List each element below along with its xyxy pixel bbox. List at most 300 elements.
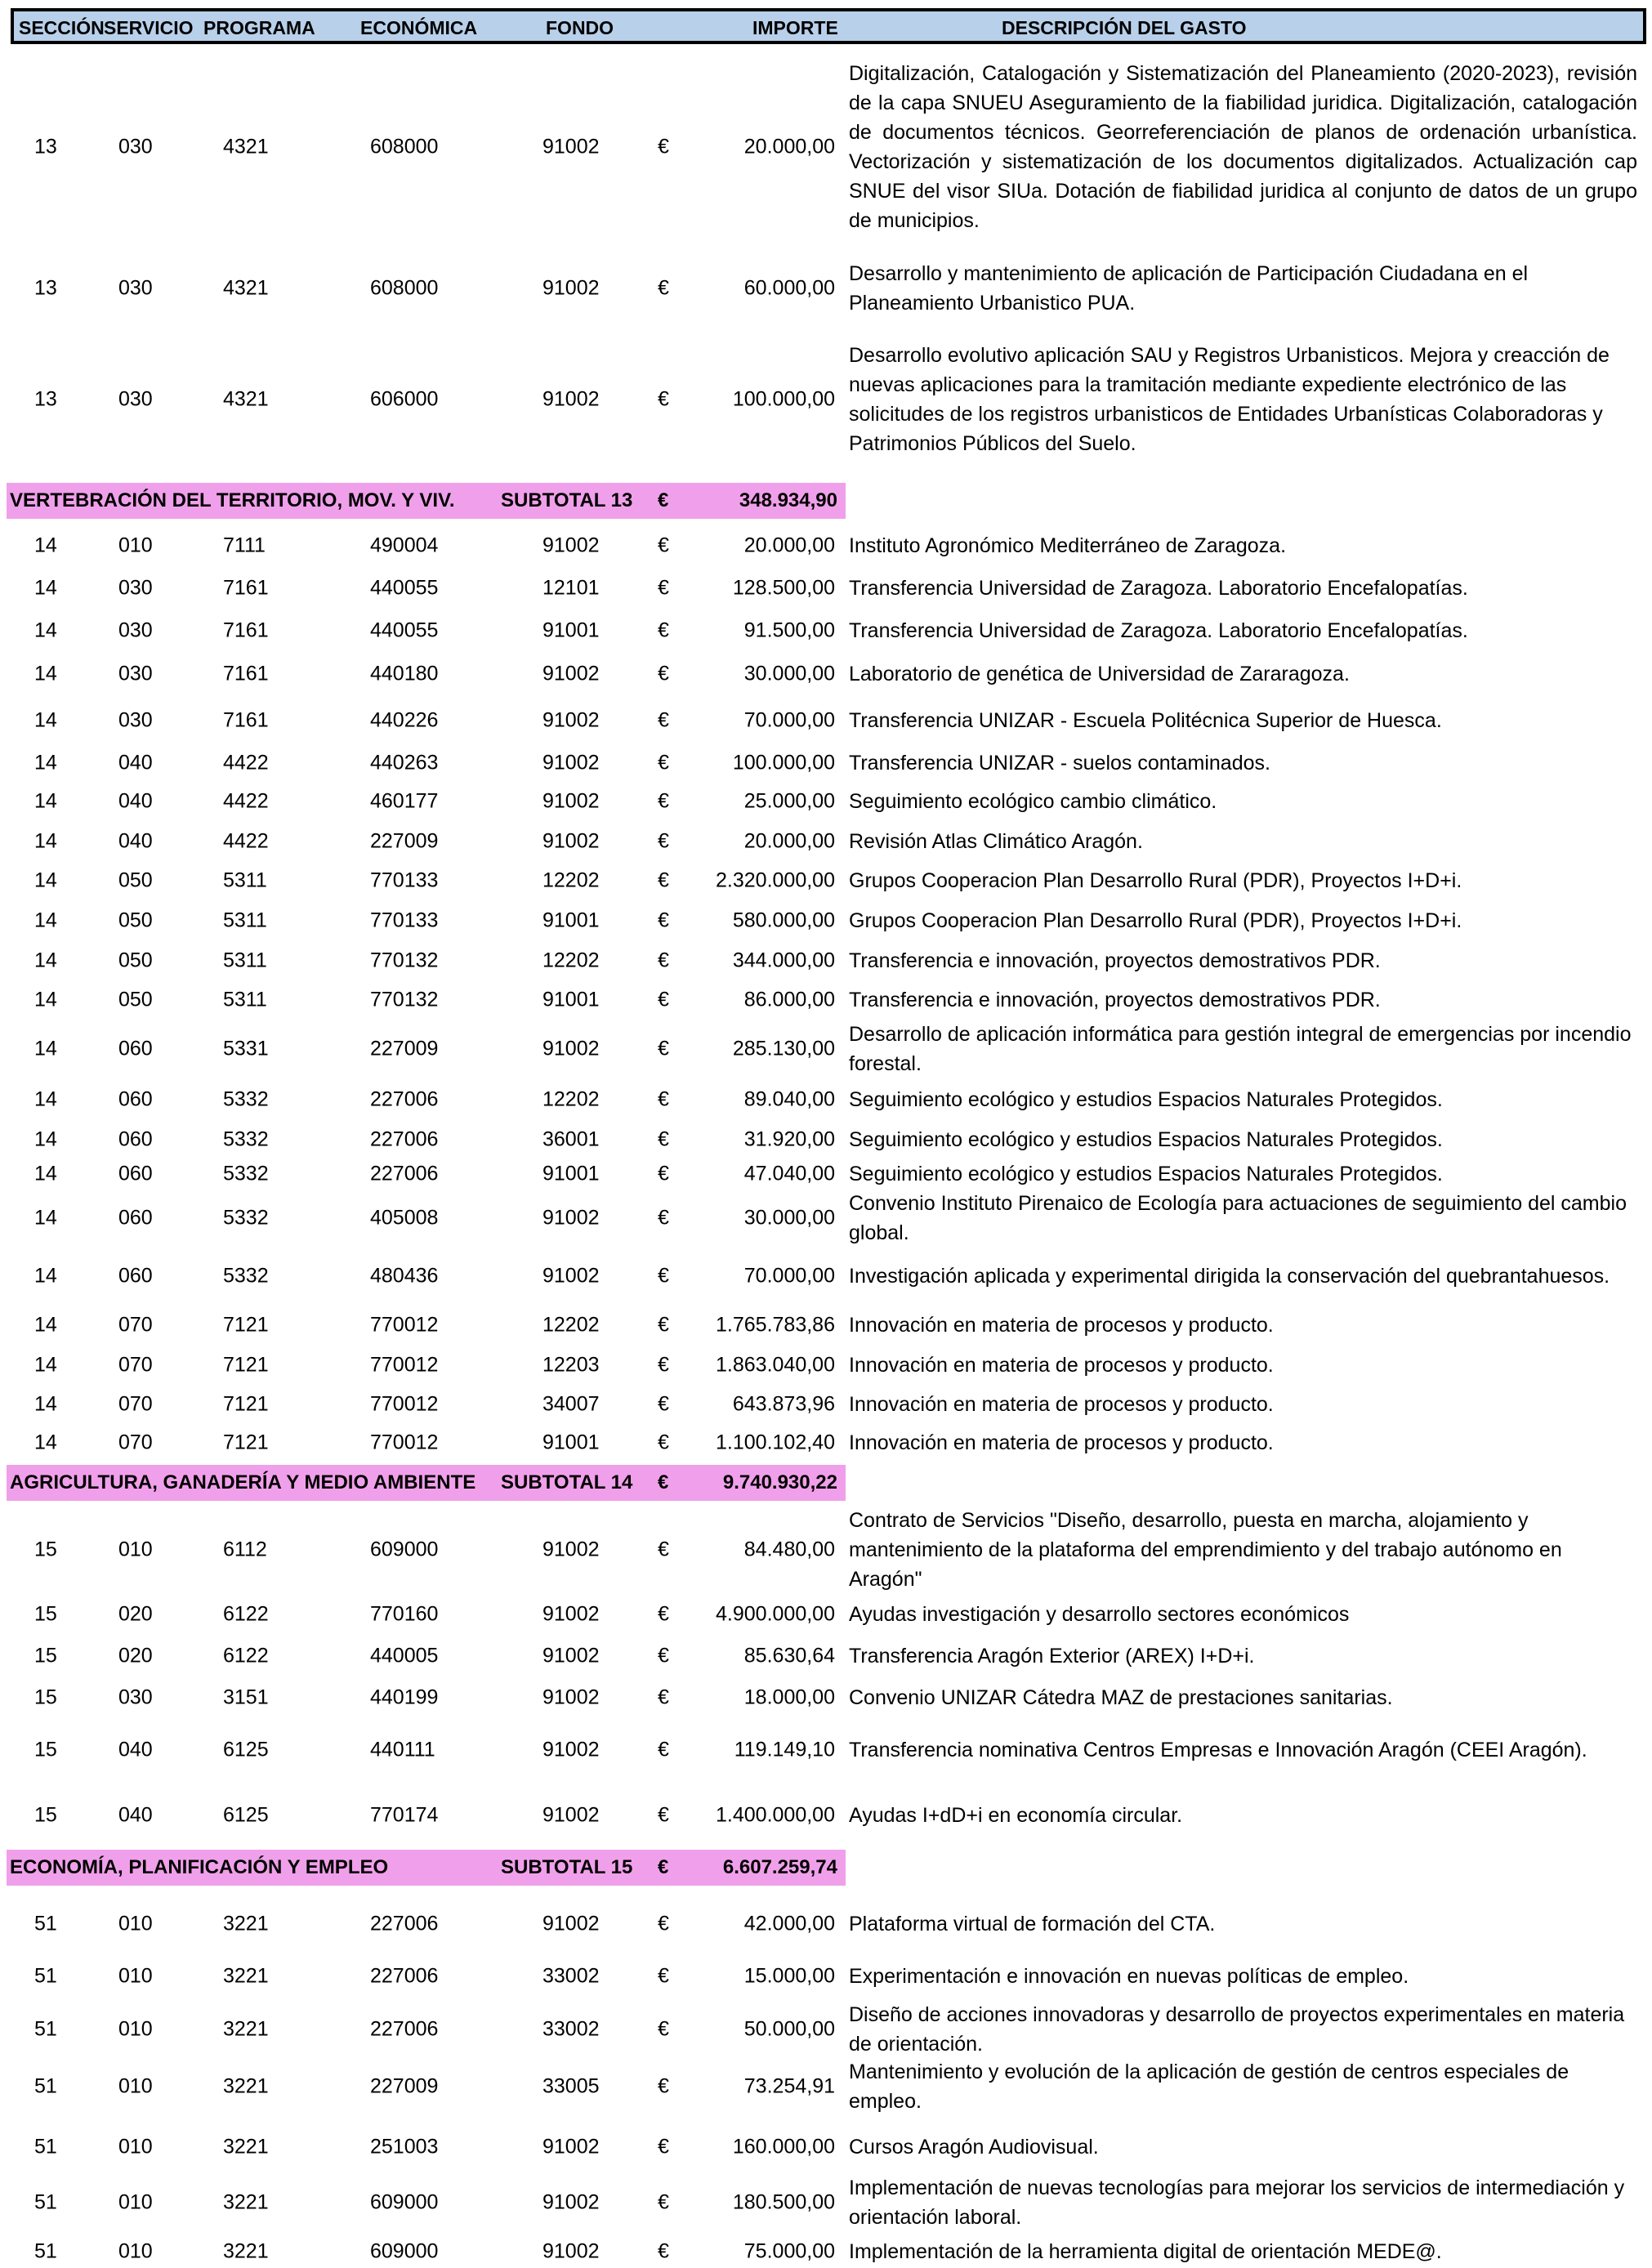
- cell-economica: 251003: [370, 2135, 439, 2159]
- cell-seccion: 14: [34, 708, 57, 732]
- cell-economica: 609000: [370, 1538, 439, 1561]
- cell-seccion: 14: [34, 988, 57, 1011]
- cell-seccion: 14: [34, 1353, 57, 1377]
- cell-seccion: 15: [34, 1685, 57, 1709]
- cell-programa: 5311: [223, 988, 267, 1011]
- header-seccion: SECCIÓN: [19, 17, 105, 38]
- cell-economica: 227006: [370, 1912, 439, 1935]
- cell-fondo: 91002: [542, 1602, 600, 1626]
- cell-importe: 20.000,00: [743, 534, 835, 557]
- cell-seccion: 14: [34, 662, 57, 685]
- cell-programa: 7161: [223, 576, 269, 600]
- cell-programa: 5332: [223, 1206, 269, 1230]
- cell-economica: 608000: [370, 276, 439, 300]
- cell-descripcion: Revisión Atlas Climático Aragón.: [849, 830, 1143, 853]
- cell-programa: 7111: [223, 534, 266, 557]
- cell-economica: 227009: [370, 1037, 439, 1060]
- cell-servicio: 070: [118, 1353, 153, 1377]
- cell-economica: 770012: [370, 1431, 439, 1454]
- cell-importe: 84.480,00: [743, 1538, 835, 1561]
- cell-economica: 460177: [370, 789, 439, 813]
- currency-symbol: €: [658, 1738, 669, 1761]
- cell-seccion: 14: [34, 1037, 57, 1060]
- currency-symbol: €: [658, 2239, 669, 2263]
- cell-fondo: 91002: [542, 1206, 600, 1230]
- cell-fondo: 33002: [542, 2017, 600, 2041]
- cell-seccion: 14: [34, 868, 57, 892]
- cell-importe: 344.000,00: [732, 949, 835, 972]
- cell-importe: 25.000,00: [743, 789, 835, 813]
- cell-descripcion: Grupos Cooperacion Plan Desarrollo Rural (PDR), Proyectos I+D+i.: [849, 869, 1462, 892]
- cell-economica: 227006: [370, 1127, 439, 1151]
- cell-servicio: 020: [118, 1644, 153, 1668]
- cell-economica: 609000: [370, 2190, 439, 2214]
- cell-fondo: 91001: [542, 1431, 600, 1454]
- cell-importe: 1.100.102,40: [716, 1431, 835, 1454]
- cell-importe: 86.000,00: [743, 988, 835, 1011]
- cell-programa: 7161: [223, 618, 269, 642]
- cell-descripcion: Seguimiento ecológico cambio climático.: [849, 790, 1217, 813]
- cell-programa: 3221: [223, 1912, 269, 1935]
- cell-fondo: 91002: [542, 751, 600, 775]
- cell-importe: 85.630,64: [743, 1644, 835, 1668]
- table-header: [11, 8, 1646, 44]
- cell-importe: 2.320.000,00: [716, 868, 835, 892]
- cell-economica: 440180: [370, 662, 439, 685]
- currency-symbol: €: [658, 1087, 669, 1111]
- cell-descripcion: Mantenimiento y evolución de la aplicación de gestión de centros especiales de empleo.: [849, 2060, 1569, 2113]
- cell-descripcion: Transferencia UNIZAR - Escuela Politécnica Superior de Huesca.: [849, 709, 1442, 732]
- cell-descripcion: Desarrollo evolutivo aplicación SAU y Registros Urbanisticos. Mejora y creacción de nuevas aplicaciones para la tramitación mediante expediente electrónico de las solicitudes de los registros urbanisticos de Entidades Urbanísticas Colaboradoras y Patrimonios Públicos del Suelo.: [849, 344, 1610, 455]
- currency-symbol: €: [658, 1964, 669, 1988]
- cell-fondo: 12202: [542, 949, 600, 972]
- cell-servicio: 070: [118, 1392, 153, 1416]
- cell-descripcion: Ayudas I+dD+i en economía circular.: [849, 1804, 1183, 1827]
- cell-programa: 5332: [223, 1162, 269, 1185]
- subtotal-row: [7, 483, 846, 519]
- currency-symbol: €: [658, 1803, 669, 1827]
- cell-economica: 770133: [370, 909, 439, 932]
- subtotal-section-name: VERTEBRACIÓN DEL TERRITORIO, MOV. Y VIV.: [10, 489, 455, 511]
- cell-seccion: 14: [34, 1264, 57, 1288]
- cell-programa: 3151: [223, 1685, 269, 1709]
- subtotal-section-name: ECONOMÍA, PLANIFICACIÓN Y EMPLEO: [10, 1856, 389, 1878]
- cell-servicio: 040: [118, 829, 153, 853]
- cell-servicio: 070: [118, 1313, 153, 1337]
- currency-symbol: €: [658, 751, 669, 775]
- currency-symbol: €: [658, 2074, 669, 2098]
- cell-programa: 7121: [223, 1431, 269, 1454]
- cell-economica: 440263: [370, 751, 439, 775]
- subtotal-amount: 348.934,90: [739, 489, 837, 511]
- cell-servicio: 030: [118, 276, 153, 300]
- currency-symbol: €: [658, 909, 669, 932]
- cell-descripcion: Ayudas investigación y desarrollo sectores económicos: [849, 1603, 1350, 1626]
- cell-importe: 18.000,00: [743, 1685, 835, 1709]
- subtotal-row: [7, 1465, 846, 1501]
- cell-servicio: 010: [118, 2239, 153, 2263]
- cell-programa: 5332: [223, 1264, 269, 1288]
- cell-seccion: 15: [34, 1538, 57, 1561]
- cell-servicio: 010: [118, 1912, 153, 1935]
- cell-economica: 770160: [370, 1602, 439, 1626]
- currency-symbol: €: [658, 1392, 669, 1416]
- cell-seccion: 14: [34, 618, 57, 642]
- currency-symbol: €: [658, 662, 669, 685]
- currency-symbol: €: [658, 949, 669, 972]
- cell-servicio: 030: [118, 135, 153, 158]
- cell-servicio: 050: [118, 909, 153, 932]
- currency-symbol: €: [658, 1471, 669, 1493]
- cell-programa: 4321: [223, 135, 269, 158]
- cell-importe: 1.863.040,00: [716, 1353, 835, 1377]
- cell-servicio: 010: [118, 1538, 153, 1561]
- cell-economica: 770012: [370, 1313, 439, 1337]
- cell-importe: 31.920,00: [743, 1127, 835, 1151]
- cell-servicio: 020: [118, 1602, 153, 1626]
- cell-seccion: 14: [34, 534, 57, 557]
- header-programa: PROGRAMA: [203, 17, 315, 38]
- subtotal-label: SUBTOTAL 15: [501, 1856, 633, 1878]
- cell-importe: 160.000,00: [732, 2135, 835, 2159]
- cell-programa: 6112: [223, 1538, 267, 1561]
- cell-servicio: 070: [118, 1431, 153, 1454]
- cell-programa: 5311: [223, 909, 267, 932]
- currency-symbol: €: [658, 1538, 669, 1561]
- cell-economica: 770132: [370, 988, 439, 1011]
- cell-importe: 50.000,00: [743, 2017, 835, 2041]
- currency-symbol: €: [658, 1037, 669, 1060]
- cell-programa: 4321: [223, 276, 269, 300]
- cell-importe: 180.500,00: [732, 2190, 835, 2214]
- cell-importe: 89.040,00: [743, 1087, 835, 1111]
- cell-economica: 440005: [370, 1644, 439, 1668]
- cell-fondo: 91002: [542, 708, 600, 732]
- cell-economica: 770174: [370, 1803, 439, 1827]
- currency-symbol: €: [658, 135, 669, 158]
- cell-programa: 7121: [223, 1392, 269, 1416]
- cell-importe: 15.000,00: [743, 1964, 835, 1988]
- subtotal-amount: 9.740.930,22: [722, 1471, 837, 1493]
- cell-seccion: 51: [34, 2017, 57, 2041]
- cell-importe: 91.500,00: [743, 618, 835, 642]
- cell-descripcion: Implementación de nuevas tecnologías para mejorar los servicios de intermediación y orientación laboral.: [849, 2176, 1625, 2229]
- cell-importe: 47.040,00: [743, 1162, 835, 1185]
- cell-servicio: 030: [118, 387, 153, 411]
- cell-fondo: 91002: [542, 1685, 600, 1709]
- cell-economica: 440111: [370, 1738, 435, 1761]
- cell-fondo: 33002: [542, 1964, 600, 1988]
- cell-economica: 227006: [370, 2017, 439, 2041]
- cell-descripcion: Transferencia e innovación, proyectos demostrativos PDR.: [849, 989, 1381, 1011]
- cell-seccion: 15: [34, 1602, 57, 1626]
- cell-importe: 128.500,00: [732, 576, 835, 600]
- cell-fondo: 12203: [542, 1353, 600, 1377]
- cell-economica: 770133: [370, 868, 439, 892]
- cell-programa: 7161: [223, 662, 269, 685]
- cell-servicio: 030: [118, 576, 153, 600]
- cell-economica: 227009: [370, 2074, 439, 2098]
- currency-symbol: €: [658, 1264, 669, 1288]
- cell-programa: 4321: [223, 387, 269, 411]
- subtotal-section-name: AGRICULTURA, GANADERÍA Y MEDIO AMBIENTE: [10, 1471, 476, 1493]
- cell-programa: 5332: [223, 1087, 269, 1111]
- currency-symbol: €: [658, 988, 669, 1011]
- cell-programa: 5311: [223, 949, 267, 972]
- cell-economica: 440199: [370, 1685, 439, 1709]
- cell-servicio: 030: [118, 1685, 153, 1709]
- cell-programa: 7161: [223, 708, 269, 732]
- currency-symbol: €: [658, 868, 669, 892]
- cell-economica: 770012: [370, 1392, 439, 1416]
- currency-symbol: €: [658, 534, 669, 557]
- cell-seccion: 51: [34, 2190, 57, 2214]
- cell-fondo: 91002: [542, 1912, 600, 1935]
- subtotal-label: SUBTOTAL 13: [501, 489, 633, 511]
- cell-importe: 70.000,00: [743, 1264, 835, 1288]
- cell-descripcion: Transferencia UNIZAR - suelos contaminados.: [849, 752, 1270, 775]
- cell-importe: 73.254,91: [743, 2074, 835, 2098]
- cell-programa: 3221: [223, 2135, 269, 2159]
- cell-servicio: 060: [118, 1264, 153, 1288]
- cell-seccion: 14: [34, 789, 57, 813]
- cell-descripcion: Innovación en materia de procesos y producto.: [849, 1354, 1274, 1377]
- cell-importe: 580.000,00: [732, 909, 835, 932]
- cell-programa: 3221: [223, 2239, 269, 2263]
- cell-fondo: 91002: [542, 1644, 600, 1668]
- cell-fondo: 91002: [542, 662, 600, 685]
- cell-descripcion: Grupos Cooperacion Plan Desarrollo Rural (PDR), Proyectos I+D+i.: [849, 909, 1462, 932]
- cell-programa: 5332: [223, 1127, 269, 1151]
- cell-importe: 60.000,00: [743, 276, 835, 300]
- cell-descripcion: Seguimiento ecológico y estudios Espacios Naturales Protegidos.: [849, 1128, 1443, 1151]
- currency-symbol: €: [658, 1912, 669, 1935]
- cell-programa: 5331: [223, 1037, 269, 1060]
- cell-fondo: 91002: [542, 2190, 600, 2214]
- cell-importe: 4.900.000,00: [716, 1602, 835, 1626]
- cell-economica: 608000: [370, 135, 439, 158]
- cell-descripcion: Experimentación e innovación en nuevas políticas de empleo.: [849, 1965, 1409, 1988]
- cell-descripcion: Convenio UNIZAR Cátedra MAZ de prestaciones sanitarias.: [849, 1686, 1393, 1709]
- currency-symbol: €: [658, 708, 669, 732]
- currency-symbol: €: [658, 387, 669, 411]
- cell-servicio: 010: [118, 2017, 153, 2041]
- cell-importe: 1.765.783,86: [716, 1313, 835, 1337]
- cell-economica: 405008: [370, 1206, 439, 1230]
- cell-fondo: 34007: [542, 1392, 600, 1416]
- cell-seccion: 15: [34, 1644, 57, 1668]
- cell-seccion: 14: [34, 1162, 57, 1185]
- cell-seccion: 13: [34, 387, 57, 411]
- currency-symbol: €: [658, 2190, 669, 2214]
- cell-importe: 643.873,96: [732, 1392, 835, 1416]
- cell-servicio: 040: [118, 1738, 153, 1761]
- cell-programa: 4422: [223, 751, 269, 775]
- currency-symbol: €: [658, 2017, 669, 2041]
- cell-fondo: 91002: [542, 1538, 600, 1561]
- cell-economica: 606000: [370, 387, 439, 411]
- cell-servicio: 010: [118, 2074, 153, 2098]
- cell-seccion: 15: [34, 1803, 57, 1827]
- currency-symbol: €: [658, 1162, 669, 1185]
- cell-fondo: 91002: [542, 135, 600, 158]
- cell-descripcion: Seguimiento ecológico y estudios Espacios Naturales Protegidos.: [849, 1163, 1443, 1185]
- cell-descripcion: Desarrollo y mantenimiento de aplicación de Participación Ciudadana en el Planeamiento Urbanistico PUA.: [849, 262, 1529, 315]
- cell-seccion: 15: [34, 1738, 57, 1761]
- cell-programa: 4422: [223, 789, 269, 813]
- cell-importe: 1.400.000,00: [716, 1803, 835, 1827]
- cell-descripcion: Contrato de Servicios "Diseño, desarrollo, puesta en marcha, alojamiento y mantenimiento de la plataforma del emprendimiento y del trabajo autónomo en Aragón": [849, 1509, 1562, 1591]
- cell-economica: 770012: [370, 1353, 439, 1377]
- cell-economica: 440055: [370, 576, 439, 600]
- cell-economica: 480436: [370, 1264, 439, 1288]
- cell-descripcion: Seguimiento ecológico y estudios Espacios Naturales Protegidos.: [849, 1088, 1443, 1111]
- cell-economica: 770132: [370, 949, 439, 972]
- cell-fondo: 91002: [542, 1037, 600, 1060]
- cell-seccion: 14: [34, 829, 57, 853]
- cell-fondo: 91001: [542, 618, 600, 642]
- cell-servicio: 050: [118, 868, 153, 892]
- subtotal-label: SUBTOTAL 14: [501, 1471, 633, 1493]
- cell-servicio: 030: [118, 618, 153, 642]
- currency-symbol: €: [658, 489, 669, 511]
- cell-fondo: 12101: [542, 576, 600, 600]
- cell-importe: 70.000,00: [743, 708, 835, 732]
- cell-seccion: 14: [34, 1127, 57, 1151]
- cell-descripcion: Cursos Aragón Audiovisual.: [849, 2136, 1099, 2159]
- cell-programa: 3221: [223, 1964, 269, 1988]
- cell-fondo: 12202: [542, 1313, 600, 1337]
- cell-servicio: 030: [118, 708, 153, 732]
- currency-symbol: €: [658, 276, 669, 300]
- cell-importe: 20.000,00: [743, 829, 835, 853]
- cell-economica: 227006: [370, 1964, 439, 1988]
- cell-descripcion: Laboratorio de genética de Universidad de Zararagoza.: [849, 663, 1350, 685]
- cell-importe: 119.149,10: [734, 1738, 835, 1761]
- cell-descripcion: Innovación en materia de procesos y producto.: [849, 1393, 1274, 1416]
- currency-symbol: €: [658, 618, 669, 642]
- cell-fondo: 91002: [542, 1738, 600, 1761]
- cell-seccion: 13: [34, 135, 57, 158]
- cell-programa: 5311: [223, 868, 267, 892]
- header-fondo: FONDO: [546, 17, 614, 38]
- cell-fondo: 91002: [542, 2135, 600, 2159]
- cell-seccion: 14: [34, 751, 57, 775]
- cell-economica: 440226: [370, 708, 439, 732]
- subtotal-amount: 6.607.259,74: [722, 1856, 837, 1878]
- cell-importe: 42.000,00: [743, 1912, 835, 1935]
- currency-symbol: €: [658, 2135, 669, 2159]
- cell-importe: 30.000,00: [743, 1206, 835, 1230]
- cell-servicio: 040: [118, 789, 153, 813]
- cell-seccion: 51: [34, 2074, 57, 2098]
- cell-fondo: 33005: [542, 2074, 600, 2098]
- cell-descripcion: Transferencia Universidad de Zaragoza. Laboratorio Encefalopatías.: [849, 619, 1468, 642]
- cell-servicio: 060: [118, 1037, 153, 1060]
- cell-servicio: 010: [118, 534, 153, 557]
- cell-importe: 100.000,00: [732, 751, 835, 775]
- currency-symbol: €: [658, 1431, 669, 1454]
- cell-fondo: 91002: [542, 534, 600, 557]
- cell-fondo: 91001: [542, 1162, 600, 1185]
- cell-servicio: 060: [118, 1206, 153, 1230]
- subtotal-row: [7, 1850, 846, 1886]
- cell-descripcion: Investigación aplicada y experimental dirigida la conservación del quebrantahuesos.: [849, 1265, 1610, 1288]
- cell-seccion: 51: [34, 1912, 57, 1935]
- cell-descripcion: Digitalización, Catalogación y Sistematización del Planeamiento (2020-2023), revisión de la capa SNUEU Aseguramiento de la fiabilidad juridica. Digitalización, catalogación de documentos técnicos. Georreferenciación de planos de ordenación urbanística. Vectorización y sistematización de los documentos digitalizados. Actualización cap SNUE del visor SIUa. Dotación de fiabilidad juridica al conjunto de datos de un grupo de municipios.: [849, 62, 1637, 232]
- cell-seccion: 14: [34, 909, 57, 932]
- cell-servicio: 050: [118, 988, 153, 1011]
- cell-descripcion: Instituto Agronómico Mediterráneo de Zaragoza.: [849, 534, 1287, 557]
- cell-importe: 30.000,00: [743, 662, 835, 685]
- cell-descripcion: Diseño de acciones innovadoras y desarrollo de proyectos experimentales en materia de orientación.: [849, 2003, 1625, 2056]
- cell-descripcion: Transferencia e innovación, proyectos demostrativos PDR.: [849, 949, 1381, 972]
- cell-fondo: 91002: [542, 1803, 600, 1827]
- currency-symbol: €: [658, 829, 669, 853]
- cell-programa: 6125: [223, 1803, 269, 1827]
- currency-symbol: €: [658, 1353, 669, 1377]
- cell-servicio: 060: [118, 1087, 153, 1111]
- cell-fondo: 91002: [542, 2239, 600, 2263]
- cell-seccion: 14: [34, 949, 57, 972]
- cell-economica: 227006: [370, 1087, 439, 1111]
- cell-seccion: 14: [34, 1087, 57, 1111]
- currency-symbol: €: [658, 1644, 669, 1668]
- cell-seccion: 14: [34, 1431, 57, 1454]
- cell-seccion: 14: [34, 576, 57, 600]
- cell-seccion: 51: [34, 1964, 57, 1988]
- cell-fondo: 12202: [542, 868, 600, 892]
- cell-importe: 20.000,00: [743, 135, 835, 158]
- cell-programa: 7121: [223, 1313, 269, 1337]
- cell-economica: 227009: [370, 829, 439, 853]
- cell-programa: 6122: [223, 1644, 269, 1668]
- header-servicio: SERVICIO: [104, 17, 194, 38]
- cell-servicio: 050: [118, 949, 153, 972]
- header-economica: ECONÓMICA: [360, 17, 478, 38]
- currency-symbol: €: [658, 1602, 669, 1626]
- currency-symbol: €: [658, 576, 669, 600]
- cell-economica: 227006: [370, 1162, 439, 1185]
- cell-programa: 3221: [223, 2017, 269, 2041]
- currency-symbol: €: [658, 1856, 669, 1878]
- cell-servicio: 030: [118, 662, 153, 685]
- cell-programa: 6122: [223, 1602, 269, 1626]
- cell-programa: 7121: [223, 1353, 269, 1377]
- cell-descripcion: Convenio Instituto Pirenaico de Ecología para actuaciones de seguimiento del cambio global.: [849, 1192, 1627, 1244]
- cell-descripcion: Transferencia Aragón Exterior (AREX) I+D+i.: [849, 1645, 1255, 1668]
- cell-servicio: 010: [118, 1964, 153, 1988]
- cell-economica: 609000: [370, 2239, 439, 2263]
- cell-seccion: 14: [34, 1313, 57, 1337]
- currency-symbol: €: [658, 1313, 669, 1337]
- cell-fondo: 36001: [542, 1127, 600, 1151]
- cell-programa: 3221: [223, 2190, 269, 2214]
- cell-descripcion: Transferencia nominativa Centros Empresas e Innovación Aragón (CEEI Aragón).: [849, 1739, 1587, 1761]
- currency-symbol: €: [658, 1206, 669, 1230]
- cell-servicio: 040: [118, 751, 153, 775]
- cell-importe: 285.130,00: [732, 1037, 835, 1060]
- cell-descripcion: Plataforma virtual de formación del CTA.: [849, 1913, 1216, 1935]
- cell-importe: 75.000,00: [743, 2239, 835, 2263]
- cell-programa: 4422: [223, 829, 269, 853]
- cell-fondo: 91002: [542, 1264, 600, 1288]
- cell-fondo: 91001: [542, 909, 600, 932]
- cell-seccion: 14: [34, 1206, 57, 1230]
- header-descripcion: DESCRIPCIÓN DEL GASTO: [1002, 17, 1247, 38]
- cell-descripcion: Transferencia Universidad de Zaragoza. Laboratorio Encefalopatías.: [849, 577, 1468, 600]
- cell-economica: 440055: [370, 618, 439, 642]
